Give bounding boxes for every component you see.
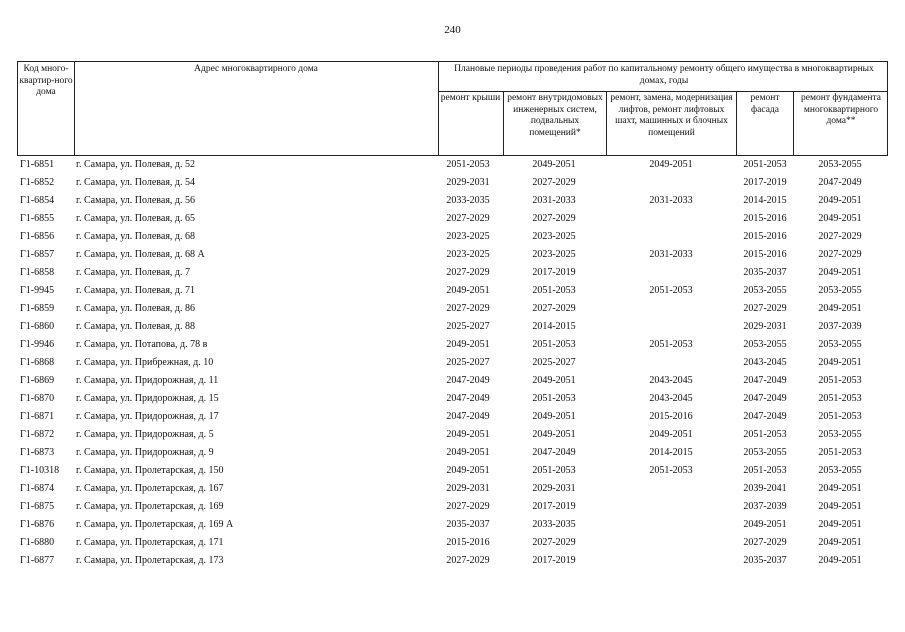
row-address: г. Самара, ул. Придорожная, д. 11 — [76, 375, 219, 386]
row-code: Г1-6852 — [20, 177, 55, 188]
row-engineering: 2051-2053 — [532, 465, 576, 476]
row-foundation: 2049-2051 — [818, 519, 862, 530]
header-code: Код много-квартир-ного дома — [19, 64, 73, 97]
row-foundation: 2027-2029 — [818, 231, 862, 242]
row-code: Г1-6871 — [20, 411, 55, 422]
row-engineering: 2014-2015 — [532, 321, 576, 332]
table-row — [17, 354, 888, 372]
row-engineering: 2031-2033 — [532, 195, 576, 206]
row-code: Г1-6860 — [20, 321, 55, 332]
row-foundation: 2049-2051 — [818, 483, 862, 494]
row-lift: 2051-2053 — [649, 339, 693, 350]
header-divider — [438, 91, 887, 92]
row-code: Г1-6876 — [20, 519, 55, 530]
row-foundation: 2037-2039 — [818, 321, 862, 332]
table-row — [17, 534, 888, 552]
row-roof: 2023-2025 — [446, 231, 490, 242]
row-roof: 2025-2027 — [446, 357, 490, 368]
row-lift: 2051-2053 — [649, 465, 693, 476]
table-row — [17, 372, 888, 390]
row-lift: 2014-2015 — [649, 447, 693, 458]
row-foundation: 2049-2051 — [818, 357, 862, 368]
row-facade: 2047-2049 — [743, 375, 787, 386]
table-row — [17, 246, 888, 264]
row-foundation: 2053-2055 — [818, 465, 862, 476]
header-divider — [74, 62, 75, 155]
row-code: Г1-10318 — [20, 465, 60, 476]
row-foundation: 2049-2051 — [818, 267, 862, 278]
row-address: г. Самара, ул. Полевая, д. 68 А — [76, 249, 205, 260]
row-code: Г1-6873 — [20, 447, 55, 458]
row-address: г. Самара, ул. Полевая, д. 52 — [76, 159, 196, 170]
row-address: г. Самара, ул. Полевая, д. 7 — [76, 267, 191, 278]
header-lift: ремонт, замена, модернизация лифтов, ремонт лифтовых шахт, машинных и блочных помещений — [610, 93, 733, 138]
row-facade: 2027-2029 — [743, 303, 787, 314]
row-facade: 2015-2016 — [743, 249, 787, 260]
table-row — [17, 426, 888, 444]
header-divider — [606, 91, 607, 155]
row-address: г. Самара, ул. Полевая, д. 56 — [76, 195, 196, 206]
row-facade: 2014-2015 — [743, 195, 787, 206]
row-facade: 2017-2019 — [743, 177, 787, 188]
row-code: Г1-6872 — [20, 429, 55, 440]
row-engineering: 2027-2029 — [532, 537, 576, 548]
table-row — [17, 336, 888, 354]
row-facade: 2053-2055 — [743, 285, 787, 296]
row-roof: 2015-2016 — [446, 537, 490, 548]
row-engineering: 2049-2051 — [532, 429, 576, 440]
row-roof: 2049-2051 — [446, 447, 490, 458]
row-facade: 2029-2031 — [743, 321, 787, 332]
table-row — [17, 318, 888, 336]
table-row — [17, 444, 888, 462]
row-address: г. Самара, ул. Потапова, д. 78 в — [76, 339, 208, 350]
table-row — [17, 480, 888, 498]
row-roof: 2029-2031 — [446, 483, 490, 494]
header-divider — [736, 91, 737, 155]
row-facade: 2047-2049 — [743, 393, 787, 404]
row-lift: 2051-2053 — [649, 285, 693, 296]
row-code: Г1-6858 — [20, 267, 55, 278]
row-code: Г1-6874 — [20, 483, 55, 494]
row-address: г. Самара, ул. Полевая, д. 88 — [76, 321, 196, 332]
row-address: г. Самара, ул. Пролетарская, д. 169 — [76, 501, 224, 512]
row-facade: 2043-2045 — [743, 357, 787, 368]
row-roof: 2027-2029 — [446, 213, 490, 224]
table-row — [17, 228, 888, 246]
row-facade: 2035-2037 — [743, 555, 787, 566]
row-address: г. Самара, ул. Полевая, д. 54 — [76, 177, 196, 188]
row-roof: 2027-2029 — [446, 555, 490, 566]
row-foundation: 2051-2053 — [818, 447, 862, 458]
row-code: Г1-6869 — [20, 375, 55, 386]
row-code: Г1-6855 — [20, 213, 55, 224]
row-foundation: 2051-2053 — [818, 411, 862, 422]
row-roof: 2047-2049 — [446, 411, 490, 422]
table-row — [17, 282, 888, 300]
row-foundation: 2047-2049 — [818, 177, 862, 188]
header-periods-title: Плановые периоды проведения работ по капитальному ремонту общего имущества в многоквартирных домах, годы — [454, 64, 874, 86]
row-engineering: 2017-2019 — [532, 501, 576, 512]
row-roof: 2033-2035 — [446, 195, 490, 206]
row-code: Г1-6875 — [20, 501, 55, 512]
row-engineering: 2047-2049 — [532, 447, 576, 458]
table-row — [17, 300, 888, 318]
row-code: Г1-6877 — [20, 555, 55, 566]
row-facade: 2051-2053 — [743, 159, 787, 170]
row-foundation: 2049-2051 — [818, 555, 862, 566]
row-engineering: 2049-2051 — [532, 411, 576, 422]
row-roof: 2051-2053 — [446, 159, 490, 170]
row-engineering: 2029-2031 — [532, 483, 576, 494]
row-code: Г1-6870 — [20, 393, 55, 404]
row-address: г. Самара, ул. Пролетарская, д. 173 — [76, 555, 224, 566]
row-foundation: 2049-2051 — [818, 501, 862, 512]
table-row — [17, 516, 888, 534]
row-address: г. Самара, ул. Придорожная, д. 15 — [76, 393, 219, 404]
row-code: Г1-6868 — [20, 357, 55, 368]
row-roof: 2049-2051 — [446, 285, 490, 296]
row-facade: 2049-2051 — [743, 519, 787, 530]
row-roof: 2035-2037 — [446, 519, 490, 530]
row-facade: 2035-2037 — [743, 267, 787, 278]
row-engineering: 2033-2035 — [532, 519, 576, 530]
row-address: г. Самара, ул. Полевая, д. 71 — [76, 285, 196, 296]
row-engineering: 2027-2029 — [532, 213, 576, 224]
row-facade: 2027-2029 — [743, 537, 787, 548]
row-roof: 2027-2029 — [446, 267, 490, 278]
row-lift: 2043-2045 — [649, 393, 693, 404]
row-lift: 2015-2016 — [649, 411, 693, 422]
row-lift: 2049-2051 — [649, 429, 693, 440]
row-facade: 2037-2039 — [743, 501, 787, 512]
row-code: Г1-6859 — [20, 303, 55, 314]
header-facade: ремонт фасада — [750, 93, 780, 115]
row-address: г. Самара, ул. Полевая, д. 65 — [76, 213, 196, 224]
row-engineering: 2051-2053 — [532, 393, 576, 404]
row-code: Г1-9946 — [20, 339, 55, 350]
row-roof: 2047-2049 — [446, 393, 490, 404]
row-address: г. Самара, ул. Придорожная, д. 5 — [76, 429, 214, 440]
row-foundation: 2027-2029 — [818, 249, 862, 260]
header-address: Адрес многоквартирного дома — [194, 64, 318, 74]
row-code: Г1-6856 — [20, 231, 55, 242]
row-facade: 2053-2055 — [743, 339, 787, 350]
row-roof: 2049-2051 — [446, 429, 490, 440]
row-address: г. Самара, ул. Полевая, д. 68 — [76, 231, 196, 242]
row-address: г. Самара, ул. Пролетарская, д. 171 — [76, 537, 224, 548]
row-foundation: 2053-2055 — [818, 159, 862, 170]
row-engineering: 2049-2051 — [532, 159, 576, 170]
row-engineering: 2049-2051 — [532, 375, 576, 386]
row-address: г. Самара, ул. Пролетарская, д. 167 — [76, 483, 224, 494]
row-engineering: 2017-2019 — [532, 267, 576, 278]
row-foundation: 2051-2053 — [818, 375, 862, 386]
row-foundation: 2049-2051 — [818, 213, 862, 224]
row-foundation: 2049-2051 — [818, 195, 862, 206]
row-foundation: 2053-2055 — [818, 429, 862, 440]
row-facade: 2053-2055 — [743, 447, 787, 458]
header-divider — [503, 91, 504, 155]
row-facade: 2051-2053 — [743, 429, 787, 440]
row-roof: 2029-2031 — [446, 177, 490, 188]
row-engineering: 2051-2053 — [532, 339, 576, 350]
row-code: Г1-6880 — [20, 537, 55, 548]
header-engineering: ремонт внутридомовых инженерных систем, подвальных помещений* — [507, 93, 603, 138]
table-row — [17, 390, 888, 408]
header-foundation: ремонт фундамента многоквартирного дома** — [801, 93, 881, 126]
row-address: г. Самара, ул. Полевая, д. 86 — [76, 303, 196, 314]
row-roof: 2023-2025 — [446, 249, 490, 260]
table-row — [17, 174, 888, 192]
row-address: г. Самара, ул. Придорожная, д. 9 — [76, 447, 214, 458]
row-engineering: 2025-2027 — [532, 357, 576, 368]
row-address: г. Самара, ул. Пролетарская, д. 169 А — [76, 519, 234, 530]
row-code: Г1-6857 — [20, 249, 55, 260]
row-foundation: 2049-2051 — [818, 303, 862, 314]
row-lift: 2031-2033 — [649, 249, 693, 260]
row-roof: 2049-2051 — [446, 339, 490, 350]
row-foundation: 2053-2055 — [818, 285, 862, 296]
row-engineering: 2023-2025 — [532, 231, 576, 242]
row-engineering: 2027-2029 — [532, 303, 576, 314]
row-engineering: 2017-2019 — [532, 555, 576, 566]
table-row — [17, 264, 888, 282]
row-address: г. Самара, ул. Пролетарская, д. 150 — [76, 465, 224, 476]
table-row — [17, 552, 888, 570]
row-address: г. Самара, ул. Придорожная, д. 17 — [76, 411, 219, 422]
row-facade: 2051-2053 — [743, 465, 787, 476]
row-roof: 2025-2027 — [446, 321, 490, 332]
row-code: Г1-6854 — [20, 195, 55, 206]
row-lift: 2031-2033 — [649, 195, 693, 206]
header-roof: ремонт крыши — [440, 93, 501, 103]
row-lift: 2043-2045 — [649, 375, 693, 386]
row-roof: 2027-2029 — [446, 303, 490, 314]
table-header — [17, 61, 888, 156]
row-code: Г1-6851 — [20, 159, 55, 170]
row-code: Г1-9945 — [20, 285, 55, 296]
row-foundation: 2049-2051 — [818, 537, 862, 548]
table-row — [17, 498, 888, 516]
row-address: г. Самара, ул. Прибрежная, д. 10 — [76, 357, 214, 368]
page-number: 240 — [444, 24, 461, 36]
row-engineering: 2027-2029 — [532, 177, 576, 188]
table-row — [17, 408, 888, 426]
row-roof: 2027-2029 — [446, 501, 490, 512]
table-row — [17, 192, 888, 210]
row-facade: 2015-2016 — [743, 213, 787, 224]
row-facade: 2039-2041 — [743, 483, 787, 494]
row-engineering: 2023-2025 — [532, 249, 576, 260]
row-facade: 2047-2049 — [743, 411, 787, 422]
row-foundation: 2053-2055 — [818, 339, 862, 350]
row-roof: 2049-2051 — [446, 465, 490, 476]
table-row — [17, 156, 888, 174]
header-divider — [438, 62, 439, 155]
row-engineering: 2051-2053 — [532, 285, 576, 296]
table-row — [17, 462, 888, 480]
row-foundation: 2051-2053 — [818, 393, 862, 404]
table-row — [17, 210, 888, 228]
row-facade: 2015-2016 — [743, 231, 787, 242]
row-lift: 2049-2051 — [649, 159, 693, 170]
row-roof: 2047-2049 — [446, 375, 490, 386]
